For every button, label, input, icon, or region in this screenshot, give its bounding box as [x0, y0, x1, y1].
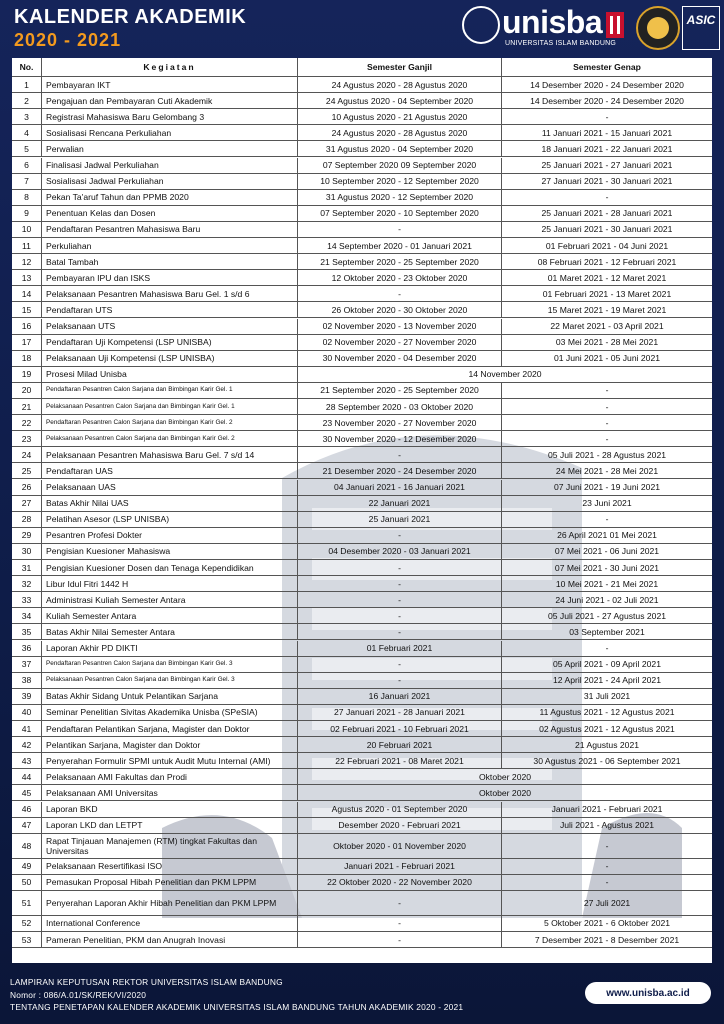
row-semester-ganjil: - — [298, 592, 502, 607]
row-activity: Pelaksanaan Pesantren Mahasiswa Baru Gel. 1 s/d 6 — [42, 286, 298, 301]
row-semester-ganjil: 02 Februari 2021 - 10 Februari 2021 — [298, 721, 502, 736]
website-link[interactable] — [585, 982, 711, 1004]
table-row — [12, 592, 712, 608]
table-row — [12, 93, 712, 109]
row-semester-genap: 07 Mei 2021 - 06 Juni 2021 — [554, 546, 660, 557]
row-semester-genap: - — [605, 385, 609, 396]
table-row — [12, 174, 712, 190]
table-row — [12, 399, 712, 415]
table-row — [12, 721, 712, 737]
table-row — [12, 753, 712, 769]
row-number: 17 — [12, 335, 42, 350]
table-row — [12, 415, 712, 431]
row-semester-ganjil: - — [298, 673, 502, 688]
row-semester-genap: 12 April 2021 - 24 April 2021 — [553, 675, 661, 686]
row-number: 24 — [12, 447, 42, 462]
row-number: 50 — [12, 875, 42, 890]
row-number: 21 — [12, 399, 42, 414]
row-number: 53 — [12, 932, 42, 947]
row-semester-genap: 01 Maret 2021 - 12 Maret 2021 — [547, 272, 667, 283]
row-activity: Seminar Penelitian Sivitas Akademika Unisba (SPeSIA) — [42, 705, 298, 720]
table-row — [12, 737, 712, 753]
row-activity: Pelatihan Asesor (LSP UNISBA) — [42, 512, 298, 527]
row-semester-ganjil: 14 September 2020 - 01 Januari 2021 — [298, 238, 502, 253]
row-semester-genap: 14 Desember 2020 - 24 Desember 2020 — [530, 79, 684, 90]
row-number: 12 — [12, 254, 42, 269]
row-semester-ganjil: 30 November 2020 - 12 Desember 2020 — [298, 431, 502, 446]
row-number: 13 — [12, 270, 42, 285]
row-semester-ganjil: 07 September 2020 - 10 September 2020 — [298, 206, 502, 221]
row-semester-genap: 25 Januari 2021 - 30 Januari 2021 — [541, 224, 673, 235]
row-semester-ganjil: - — [298, 932, 502, 947]
row-semester-ganjil: 27 Januari 2021 - 28 Januari 2021 — [298, 705, 502, 720]
row-semester-genap: 27 Januari 2021 - 30 Januari 2021 — [541, 176, 673, 187]
row-number: 39 — [12, 689, 42, 704]
row-semester-genap: - — [605, 433, 609, 444]
row-semester-ganjil: Agustus 2020 - 01 September 2020 — [298, 802, 502, 817]
row-semester-ganjil: 31 Agustus 2020 - 04 September 2020 — [298, 141, 502, 156]
university-seal-icon — [462, 6, 500, 44]
asic-label: ASIC — [686, 13, 716, 27]
row-number: 42 — [12, 737, 42, 752]
footer — [10, 976, 463, 1014]
row-semester-genap: 25 Januari 2021 - 28 Januari 2021 — [541, 208, 673, 219]
row-semester-ganjil: - — [298, 447, 502, 462]
table-row — [12, 447, 712, 463]
row-activity: Sosialisasi Rencana Perkuliahan — [42, 125, 298, 140]
asic-badge — [682, 6, 720, 50]
row-number: 28 — [12, 512, 42, 527]
row-semester-genap: 01 Juni 2021 - 05 Juni 2021 — [553, 353, 661, 364]
row-semester-ganjil: - — [298, 222, 502, 237]
row-activity: Sosialisasi Jadwal Perkuliahan — [42, 174, 298, 189]
row-activity: Pelaksanaan AMI Universitas — [42, 785, 298, 800]
row-semester-genap: 5 Oktober 2021 - 6 Oktober 2021 — [543, 918, 671, 929]
row-semester-ganjil: 24 Agustus 2020 - 28 Agustus 2020 — [298, 77, 502, 92]
table-row — [12, 254, 712, 270]
header-ganjil: Semester Ganjil — [298, 58, 502, 76]
table-row — [12, 560, 712, 576]
row-semester-ganjil: 26 Oktober 2020 - 30 Oktober 2020 — [298, 302, 502, 317]
row-number: 20 — [12, 383, 42, 398]
row-semester-ganjil: - — [298, 528, 502, 543]
footer-line-1: LAMPIRAN KEPUTUSAN REKTOR UNIVERSITAS ISLAM BANDUNG — [10, 977, 283, 987]
calendar-table — [12, 58, 712, 963]
row-semester-genap: 03 Mei 2021 - 28 Mei 2021 — [555, 337, 659, 348]
row-semester-genap: 03 September 2021 — [569, 626, 645, 637]
row-semester-genap: 18 Januari 2021 - 22 Januari 2021 — [541, 143, 673, 154]
row-semester-ganjil: 21 Desember 2020 - 24 Desember 2020 — [298, 463, 502, 478]
table-row — [12, 624, 712, 640]
row-number: 51 — [12, 891, 42, 915]
row-activity: Pendaftaran Pesantren Mahasiswa Baru — [42, 222, 298, 237]
row-semester-genap: 07 Mei 2021 - 30 Juni 2021 — [554, 562, 660, 573]
logo-mark-icon — [604, 10, 626, 40]
row-semester-genap: 11 Agustus 2021 - 12 Agustus 2021 — [539, 707, 675, 718]
row-number: 35 — [12, 624, 42, 639]
row-number: 32 — [12, 576, 42, 591]
row-semester-genap: - — [605, 861, 609, 872]
website-url: www.unisba.ac.id — [606, 987, 690, 999]
page-title: KALENDER AKADEMIK — [14, 6, 247, 28]
row-semester-genap: 22 Maret 2021 - 03 April 2021 — [550, 321, 664, 332]
row-number: 22 — [12, 415, 42, 430]
row-semester-ganjil: 21 September 2020 - 25 September 2020 — [298, 383, 502, 398]
table-row — [12, 302, 712, 318]
table-row — [12, 238, 712, 254]
row-semester-ganjil: - — [298, 891, 502, 915]
row-semester-ganjil: - — [298, 657, 502, 672]
table-row — [12, 576, 712, 592]
row-semester-ganjil: 10 September 2020 - 12 September 2020 — [298, 174, 502, 189]
row-semester-ganjil: 20 Februari 2021 — [298, 737, 502, 752]
row-activity: Registrasi Mahasiswa Baru Gelombang 3 — [42, 109, 298, 124]
row-activity: Penyerahan Formulir SPMI untuk Audit Mutu Internal (AMI) — [42, 753, 298, 768]
row-both-semesters: Oktober 2020 — [478, 771, 532, 782]
row-semester-genap: 11 Januari 2021 - 15 Januari 2021 — [541, 127, 673, 138]
footer-line-2: Nomor : 086/A.01/SK/REK/VI/2020 — [10, 989, 147, 1000]
row-number: 15 — [12, 302, 42, 317]
header-no: No. — [12, 58, 42, 76]
row-activity: Finalisasi Jadwal Perkuliahan — [42, 158, 298, 173]
table-row — [12, 351, 712, 367]
row-activity: Laporan Akhir PD DIKTI — [42, 641, 298, 656]
row-number: 8 — [12, 190, 42, 205]
table-row — [12, 335, 712, 351]
table-row — [12, 270, 712, 286]
row-number: 1 — [12, 77, 42, 92]
row-semester-genap: 24 Juni 2021 - 02 Juli 2021 — [555, 594, 659, 605]
table-row — [12, 206, 712, 222]
row-activity: Batal Tambah — [42, 254, 298, 269]
row-number: 7 — [12, 174, 42, 189]
row-semester-ganjil: 12 Oktober 2020 - 23 Oktober 2020 — [298, 270, 502, 285]
row-activity: Prosesi Milad Unisba — [42, 367, 298, 382]
row-activity: Batas Akhir Nilai Semester Antara — [42, 624, 298, 639]
table-row — [12, 319, 712, 335]
row-activity: Pelaksanaan Pesantren Mahasiswa Baru Gel. 7 s/d 14 — [42, 447, 298, 462]
table-row — [12, 222, 712, 238]
row-semester-genap: 02 Agustus 2021 - 12 Agustus 2021 — [539, 723, 675, 734]
row-number: 2 — [12, 93, 42, 108]
row-activity: Pendaftaran Pesantren Calon Sarjana dan Bimbingan Karir Gel. 1 — [42, 383, 298, 398]
row-number: 29 — [12, 528, 42, 543]
row-number: 43 — [12, 753, 42, 768]
row-activity: Pesantren Profesi Dokter — [42, 528, 298, 543]
row-semester-ganjil: 01 Februari 2021 — [298, 641, 502, 656]
accreditation-badge-icon — [636, 6, 680, 50]
row-activity: Pembayaran IKT — [42, 77, 298, 92]
row-number: 23 — [12, 431, 42, 446]
row-semester-ganjil: 04 Desember 2020 - 03 Januari 2021 — [298, 544, 502, 559]
row-semester-ganjil: 30 November 2020 - 04 Desember 2020 — [298, 351, 502, 366]
row-number: 33 — [12, 592, 42, 607]
row-activity: Pameran Penelitian, PKM dan Anugrah Inovasi — [42, 932, 298, 947]
row-activity: Batas Akhir Nilai UAS — [42, 496, 298, 511]
row-semester-genap: 07 Juni 2021 - 19 Juni 2021 — [553, 482, 661, 493]
row-semester-genap: 23 Juni 2021 — [582, 498, 632, 509]
table-row — [12, 916, 712, 932]
row-activity: Pendaftaran Uji Kompetensi (LSP UNISBA) — [42, 335, 298, 350]
brand-subtitle: UNIVERSITAS ISLAM BANDUNG — [505, 40, 617, 47]
row-semester-ganjil: 10 Agustus 2020 - 21 Agustus 2020 — [298, 109, 502, 124]
footer-line-3: TENTANG PENETAPAN KALENDER AKADEMIK UNIVERSITAS ISLAM BANDUNG TAHUN AKADEMIK 2020 - 2021 — [10, 1002, 464, 1013]
row-semester-genap: 24 Mei 2021 - 28 Mei 2021 — [555, 465, 659, 476]
row-semester-ganjil: 22 Februari 2021 - 08 Maret 2021 — [298, 753, 502, 768]
row-semester-genap: 05 Juli 2021 - 28 Agustus 2021 — [547, 449, 666, 460]
row-number: 38 — [12, 673, 42, 688]
row-activity: Pemasukan Proposal Hibah Penelitian dan PKM LPPM — [42, 875, 298, 890]
row-semester-genap: - — [605, 401, 609, 412]
row-semester-genap: 30 Agustus 2021 - 06 September 2021 — [533, 755, 681, 766]
row-number: 18 — [12, 351, 42, 366]
row-semester-ganjil: 23 November 2020 - 27 November 2020 — [298, 415, 502, 430]
row-semester-genap: 01 Februari 2021 - 13 Maret 2021 — [542, 288, 672, 299]
table-row — [12, 657, 712, 673]
row-activity: Pelaksanaan UAS — [42, 480, 298, 495]
row-activity: Pendaftaran UTS — [42, 302, 298, 317]
row-activity: Pekan Ta'aruf Tahun dan PPMB 2020 — [42, 190, 298, 205]
row-semester-genap: 05 April 2021 - 09 April 2021 — [553, 659, 661, 670]
table-row — [12, 463, 712, 479]
brand-logo: unisba — [502, 4, 603, 40]
row-semester-genap: - — [605, 111, 609, 122]
table-row — [12, 544, 712, 560]
row-semester-genap: - — [605, 192, 609, 203]
row-semester-ganjil: Desember 2020 - Februari 2021 — [298, 818, 502, 833]
row-number: 52 — [12, 916, 42, 931]
row-activity: Pelantikan Sarjana, Magister dan Doktor — [42, 737, 298, 752]
row-semester-genap: 01 Februari 2021 - 04 Juni 2021 — [545, 240, 669, 251]
row-activity: Pendaftaran UAS — [42, 463, 298, 478]
row-number: 30 — [12, 544, 42, 559]
row-number: 49 — [12, 859, 42, 874]
row-number: 3 — [12, 109, 42, 124]
table-row — [12, 818, 712, 834]
row-semester-genap: 21 Agustus 2021 — [574, 739, 640, 750]
row-activity: Pelaksanaan AMI Fakultas dan Prodi — [42, 769, 298, 784]
row-activity: Pengisian Kuesioner Dosen dan Tenaga Kependidikan — [42, 560, 298, 575]
table-row — [12, 431, 712, 447]
row-semester-ganjil: - — [298, 624, 502, 639]
row-activity: Laporan BKD — [42, 802, 298, 817]
header-genap: Semester Genap — [573, 62, 641, 72]
table-row — [12, 673, 712, 689]
row-number: 5 — [12, 141, 42, 156]
row-number: 48 — [12, 834, 42, 858]
row-activity: Perwalian — [42, 141, 298, 156]
row-semester-ganjil: 21 September 2020 - 25 September 2020 — [298, 254, 502, 269]
row-number: 37 — [12, 657, 42, 672]
row-semester-ganjil: 24 Agustus 2020 - 04 September 2020 — [298, 93, 502, 108]
table-row — [12, 286, 712, 302]
table-row — [12, 77, 712, 93]
row-activity: Laporan LKD dan LETPT — [42, 818, 298, 833]
row-activity: Penyerahan Laporan Akhir Hibah Penelitian dan PKM LPPM — [42, 891, 298, 915]
table-row — [12, 480, 712, 496]
table-row — [12, 875, 712, 891]
row-semester-genap: - — [605, 417, 609, 428]
row-semester-genap: 14 Desember 2020 - 24 Desember 2020 — [530, 95, 684, 106]
row-activity: Pendaftaran Pesantren Calon Sarjana dan Bimbingan Karir Gel. 2 — [42, 415, 298, 430]
row-semester-genap: 15 Maret 2021 - 19 Maret 2021 — [547, 304, 667, 315]
row-number: 19 — [12, 367, 42, 382]
table-row — [12, 608, 712, 624]
table-row — [12, 859, 712, 875]
table-row — [12, 109, 712, 125]
row-number: 6 — [12, 158, 42, 173]
table-row — [12, 641, 712, 657]
row-activity: Pelaksanaan Pesantren Calon Sarjana dan Bimbingan Karir Gel. 3 — [42, 673, 298, 688]
row-semester-genap: 05 Juli 2021 - 27 Agustus 2021 — [547, 610, 666, 621]
row-activity: Pelaksanaan UTS — [42, 319, 298, 334]
table-row — [12, 769, 712, 785]
row-number: 10 — [12, 222, 42, 237]
row-number: 41 — [12, 721, 42, 736]
row-semester-genap: - — [605, 877, 609, 888]
table-row — [12, 705, 712, 721]
row-semester-ganjil: - — [298, 560, 502, 575]
row-semester-genap: 31 Juli 2021 — [583, 691, 631, 702]
row-number: 27 — [12, 496, 42, 511]
row-number: 40 — [12, 705, 42, 720]
table-row — [12, 125, 712, 141]
row-number: 36 — [12, 641, 42, 656]
table-row — [12, 802, 712, 818]
row-activity: Pendaftaran Pelantikan Sarjana, Magister dan Doktor — [42, 721, 298, 736]
table-row — [12, 932, 712, 948]
row-semester-genap: - — [605, 840, 609, 851]
row-activity: Pembayaran IPU dan ISKS — [42, 270, 298, 285]
row-activity: Pendaftaran Pesantren Calon Sarjana dan Bimbingan Karir Gel. 3 — [42, 657, 298, 672]
row-semester-ganjil: Januari 2021 - Februari 2021 — [298, 859, 502, 874]
table-row — [12, 496, 712, 512]
row-number: 47 — [12, 818, 42, 833]
row-both-semesters: Oktober 2020 — [478, 787, 532, 798]
table-row — [12, 689, 712, 705]
row-number: 11 — [12, 238, 42, 253]
row-semester-ganjil: 02 November 2020 - 27 November 2020 — [298, 335, 502, 350]
table-row — [12, 785, 712, 801]
table-row — [12, 367, 712, 383]
row-both-semesters: 14 November 2020 — [468, 369, 542, 380]
row-semester-ganjil: 25 Januari 2021 — [298, 512, 502, 527]
row-semester-genap: 26 April 2021 01 Mei 2021 — [557, 530, 657, 541]
row-activity: Pengajuan dan Pembayaran Cuti Akademik — [42, 93, 298, 108]
row-semester-ganjil: - — [298, 576, 502, 591]
table-row — [12, 190, 712, 206]
row-semester-genap: Januari 2021 - Februari 2021 — [551, 804, 663, 815]
row-semester-ganjil: 07 September 2020 09 September 2020 — [298, 158, 502, 173]
row-number: 9 — [12, 206, 42, 221]
row-activity: Penentuan Kelas dan Dosen — [42, 206, 298, 221]
row-semester-genap: 08 Februari 2021 - 12 Februari 2021 — [537, 256, 677, 267]
row-activity: Pengisian Kuesioner Mahasiswa — [42, 544, 298, 559]
row-number: 34 — [12, 608, 42, 623]
row-semester-ganjil: - — [298, 286, 502, 301]
row-number: 31 — [12, 560, 42, 575]
row-activity: Pelaksanaan Pesantren Calon Sarjana dan Bimbingan Karir Gel. 2 — [42, 431, 298, 446]
row-activity: Kuliah Semester Antara — [42, 608, 298, 623]
row-activity: Pelaksanaan Resertifikasi ISO — [42, 859, 298, 874]
table-row — [12, 834, 712, 859]
row-activity: Pelaksanaan Pesantren Calon Sarjana dan Bimbingan Karir Gel. 1 — [42, 399, 298, 414]
row-semester-ganjil: 31 Agustus 2020 - 12 September 2020 — [298, 190, 502, 205]
header-kegiatan: Kegiatan — [42, 58, 298, 76]
table-row — [12, 158, 712, 174]
row-number: 16 — [12, 319, 42, 334]
row-number: 46 — [12, 802, 42, 817]
row-semester-ganjil: 24 Agustus 2020 - 28 Agustus 2020 — [298, 125, 502, 140]
row-semester-ganjil: 28 September 2020 - 03 Oktober 2020 — [298, 399, 502, 414]
header — [0, 0, 724, 56]
row-activity: Pelaksanaan Uji Kompetensi (LSP UNISBA) — [42, 351, 298, 366]
row-activity: International Conference — [42, 916, 298, 931]
row-activity: Rapat Tinjauan Manajemen (RTM) tingkat Fakultas dan Universitas — [42, 834, 298, 858]
table-row — [12, 891, 712, 916]
row-activity: Perkuliahan — [42, 238, 298, 253]
row-semester-ganjil: 04 Januari 2021 - 16 Januari 2021 — [298, 480, 502, 495]
row-semester-ganjil: - — [298, 608, 502, 623]
table-row — [12, 141, 712, 157]
row-semester-ganjil: Oktober 2020 - 01 November 2020 — [298, 834, 502, 858]
row-number: 4 — [12, 125, 42, 140]
row-activity: Batas Akhir Sidang Untuk Pelantikan Sarjana — [42, 689, 298, 704]
row-number: 26 — [12, 480, 42, 495]
row-activity: Administrasi Kuliah Semester Antara — [42, 592, 298, 607]
table-row — [12, 383, 712, 399]
row-number: 45 — [12, 785, 42, 800]
row-semester-ganjil: 22 Oktober 2020 - 22 November 2020 — [298, 875, 502, 890]
row-number: 25 — [12, 463, 42, 478]
row-semester-genap: 10 Mei 2021 - 21 Mei 2021 — [555, 578, 659, 589]
row-semester-genap: - — [605, 514, 609, 525]
row-semester-ganjil: - — [298, 916, 502, 931]
academic-year: 2020 - 2021 — [14, 30, 122, 50]
table-row — [12, 512, 712, 528]
row-semester-genap: 27 Juli 2021 — [583, 897, 631, 908]
table-row — [12, 528, 712, 544]
row-semester-ganjil: 02 November 2020 - 13 November 2020 — [298, 319, 502, 334]
row-semester-ganjil: 16 Januari 2021 — [298, 689, 502, 704]
row-activity: Libur Idul Fitri 1442 H — [42, 576, 298, 591]
row-semester-ganjil: 22 Januari 2021 — [298, 496, 502, 511]
row-semester-genap: 7 Desember 2021 - 8 Desember 2021 — [534, 934, 680, 945]
row-semester-genap: - — [605, 643, 609, 654]
row-semester-genap: 25 Januari 2021 - 27 Januari 2021 — [541, 160, 673, 171]
table-header — [12, 58, 712, 77]
row-number: 44 — [12, 769, 42, 784]
row-semester-genap: Juli 2021 - Agustus 2021 — [559, 820, 655, 831]
row-number: 14 — [12, 286, 42, 301]
